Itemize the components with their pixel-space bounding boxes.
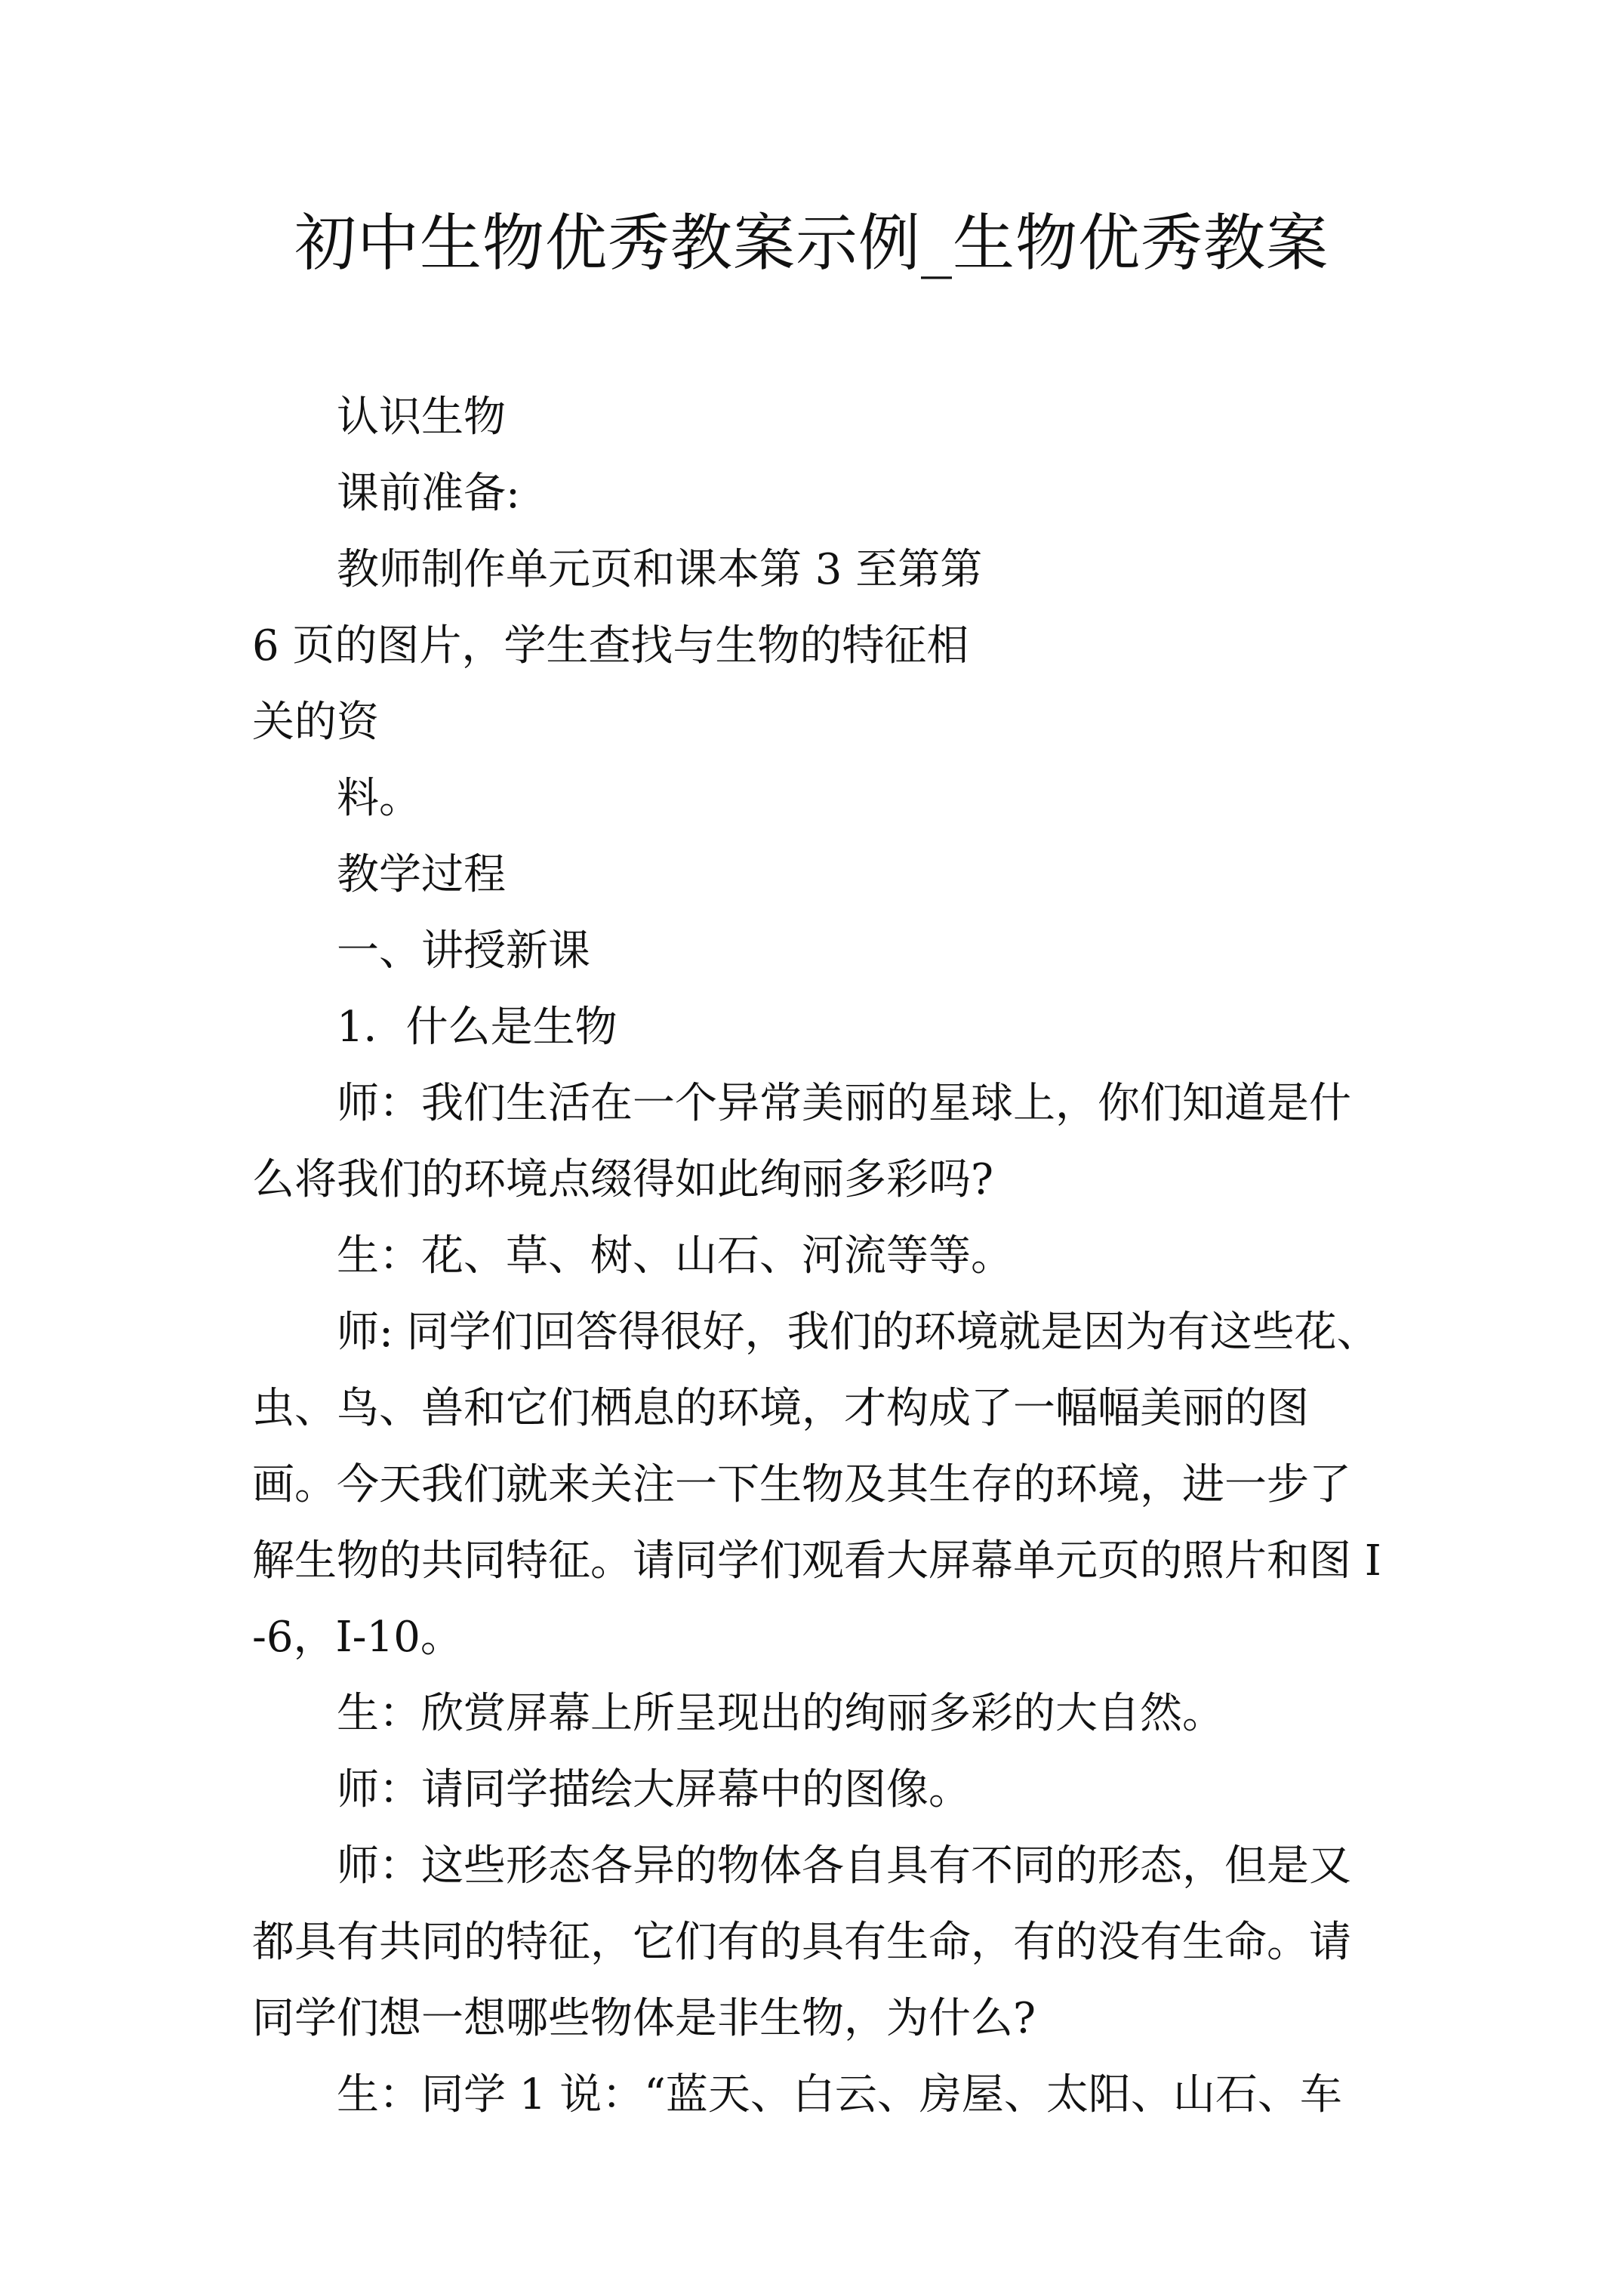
document-title: 初中生物优秀教案示例_生物优秀教案: [294, 208, 1329, 279]
paragraph-section-heading: 认识生物: [337, 393, 506, 442]
paragraph-part-one-heading: 一、讲授新课: [337, 926, 590, 975]
paragraph-process-heading: 教学过程: [337, 850, 506, 899]
paragraph-student-answer: 生：花、草、树、山石、河流等等。: [337, 1231, 1013, 1281]
paragraph-teacher-prompt: 师：这些形态各异的物体各自具有不同的形态，但是又都具有共同的特征，它们有的具有生命，有的没有生命。请同学们想一想哪些物体是非生物，为什么?: [252, 1841, 1351, 2043]
paragraph-teacher-question: 师：我们生活在一个异常美丽的星球上，你们知道是什么将我们的环境点缀得如此绚丽多彩吗?: [252, 1079, 1351, 1204]
paragraph-preparation-label: 课前准备:: [337, 469, 520, 518]
paragraph-preparation-detail: 教师制作单元页和课本第 3 至第第 6 页的图片，学生查找与生物的特征相关的资: [252, 545, 996, 747]
paragraph-teacher-explanation: 师: 同学们回答得很好，我们的环境就是因为有这些花、虫、鸟、兽和它们栖息的环境，才构成了一幅幅美丽的图画。今天我们就来关注一下生物及其生存的环境，进一步了解生物的共同特征。请同学们观看大屏幕单元页的照片和图 I-6，I-10。: [252, 1308, 1381, 1662]
paragraph-teacher-instruction: 师：请同学描绘大屏幕中的图像。: [337, 1765, 971, 1814]
paragraph-preparation-continued: 料。: [337, 774, 421, 823]
paragraph-student-observation: 生：欣赏屏幕上所呈现出的绚丽多彩的大自然。: [337, 1689, 1224, 1738]
document-body: [252, 379, 1384, 2133]
paragraph-student-response: 生：同学 1 说：“蓝天、白云、房屋、太阳、山石、车: [337, 2070, 1342, 2119]
paragraph-item-one-heading: 1．什么是生物: [337, 1003, 617, 1052]
